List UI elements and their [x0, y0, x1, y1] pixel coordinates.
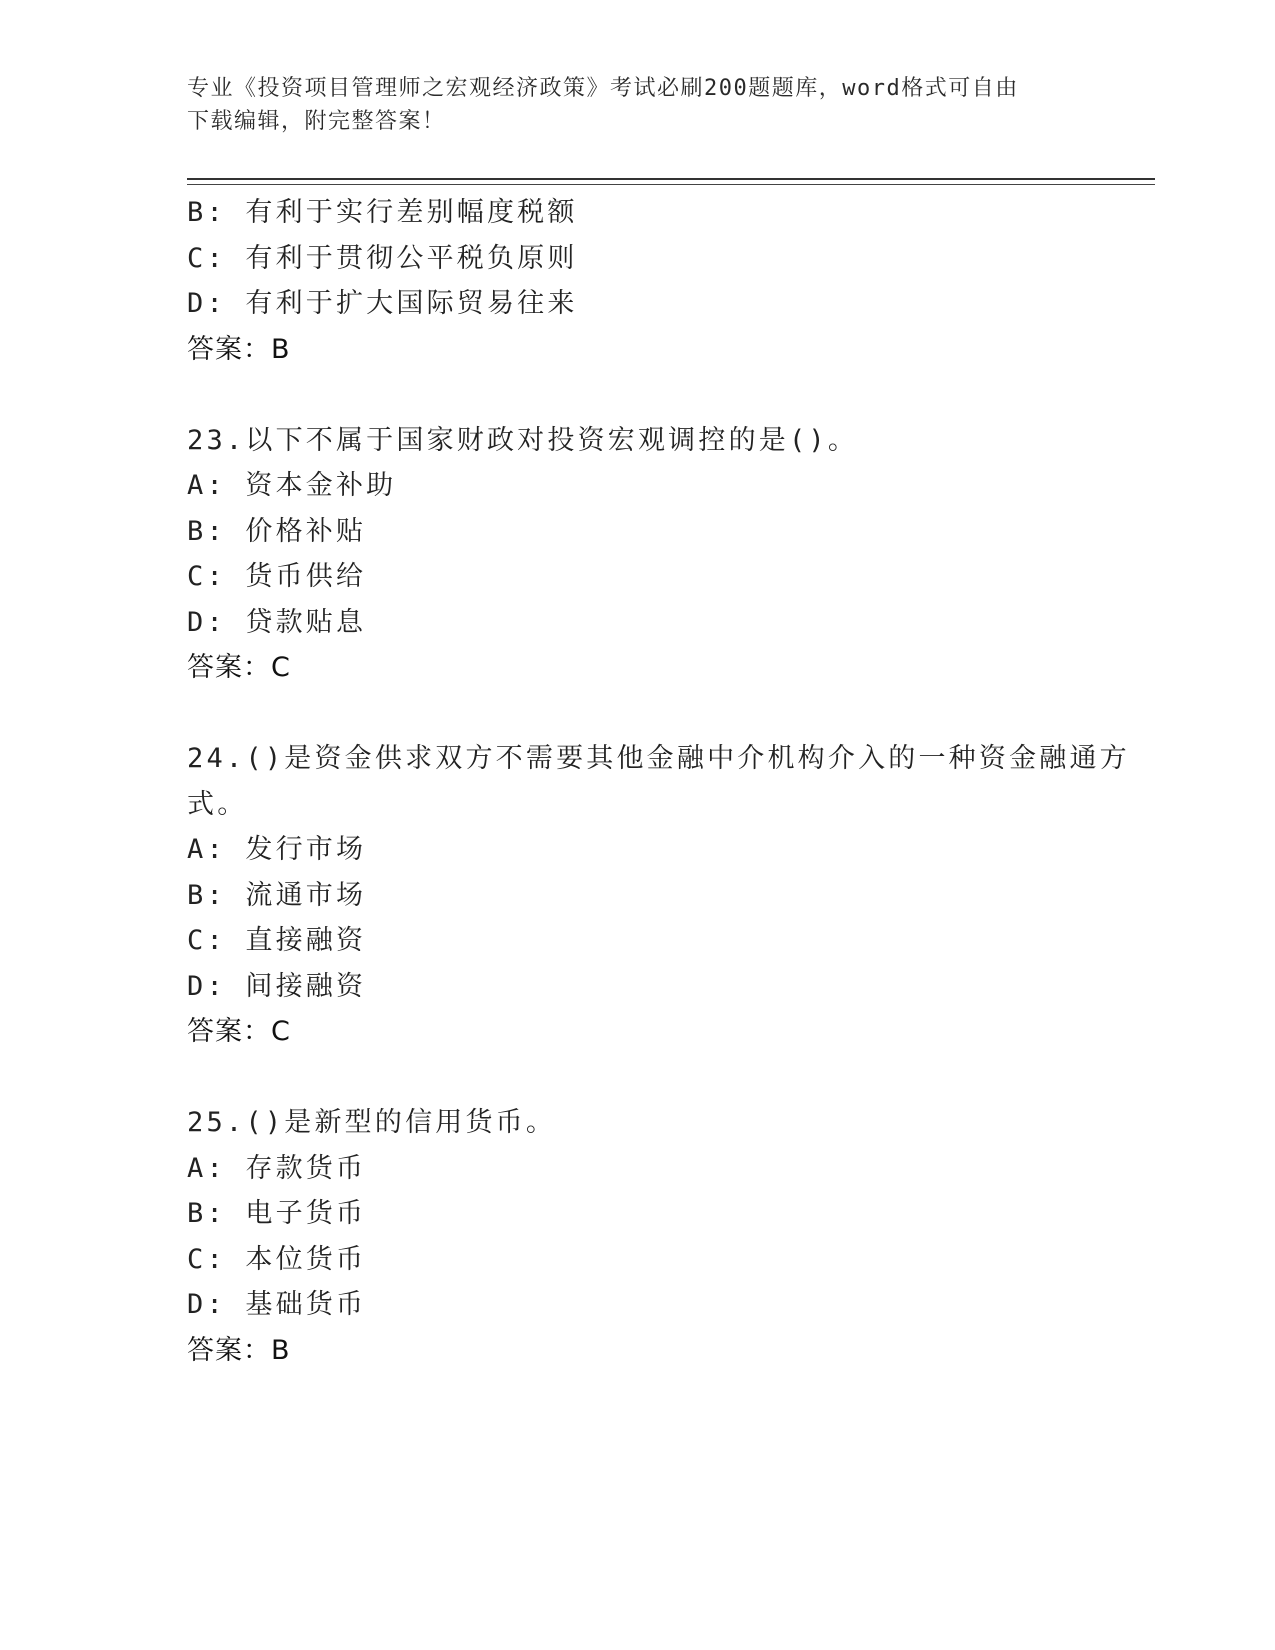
question-stem: 24.()是资金供求双方不需要其他金融中介机构介入的一种资金融通方 [187, 743, 1130, 774]
question-stem-continued: 式。 [187, 788, 248, 820]
option-a: A: 资本金补助 [187, 470, 397, 501]
question-stem: 23.以下不属于国家财政对投资宏观调控的是()。 [187, 424, 859, 456]
option-d: D: 基础货币 [187, 1289, 367, 1320]
answer-line [187, 1328, 1087, 1374]
answer-label: 答案： [187, 333, 271, 365]
document-header [187, 72, 1087, 138]
answer-label: 答案： [187, 1016, 271, 1047]
question-22-fragment [187, 190, 1087, 372]
option-b: B: 有利于实行差别幅度税额 [187, 197, 578, 228]
option-d: D: 贷款贴息 [187, 606, 367, 638]
option-c: C: 有利于贯彻公平税负原则 [187, 242, 578, 274]
answer-line [187, 645, 1087, 691]
header-line-1: 专业《投资项目管理师之宏观经济政策》考试必刷200题题库，word格式可自由 [187, 76, 1019, 101]
answer-line [187, 1009, 1087, 1055]
option-a: A: 发行市场 [187, 834, 367, 865]
option-c: C: 直接融资 [187, 925, 367, 956]
option-d: D: 有利于扩大国际贸易往来 [187, 288, 578, 319]
question-list [187, 190, 1130, 1419]
question-stem: 25.()是新型的信用货币。 [187, 1107, 557, 1138]
option-b: B: 电子货币 [187, 1198, 367, 1229]
header-divider-thick [187, 178, 1155, 180]
option-a: A: 存款货币 [187, 1152, 367, 1184]
header-divider-thin [187, 184, 1155, 185]
answer-label: 答案： [187, 652, 271, 683]
header-line-2: 下载编辑，附完整答案！ [187, 109, 446, 134]
option-d: D: 间接融资 [187, 970, 367, 1002]
option-b: B: 价格补贴 [187, 515, 367, 547]
answer-value: B [271, 333, 291, 365]
question-25 [187, 1100, 1087, 1373]
option-c: C: 货币供给 [187, 561, 367, 592]
answer-value: C [271, 652, 291, 683]
answer-label: 答案： [187, 1334, 271, 1366]
answer-value: B [271, 1334, 291, 1366]
option-c: C: 本位货币 [187, 1243, 367, 1275]
question-24 [187, 736, 1130, 1055]
option-b: B: 流通市场 [187, 879, 367, 911]
answer-line [187, 327, 1087, 373]
question-23 [187, 418, 1087, 691]
answer-value: C [271, 1016, 291, 1047]
